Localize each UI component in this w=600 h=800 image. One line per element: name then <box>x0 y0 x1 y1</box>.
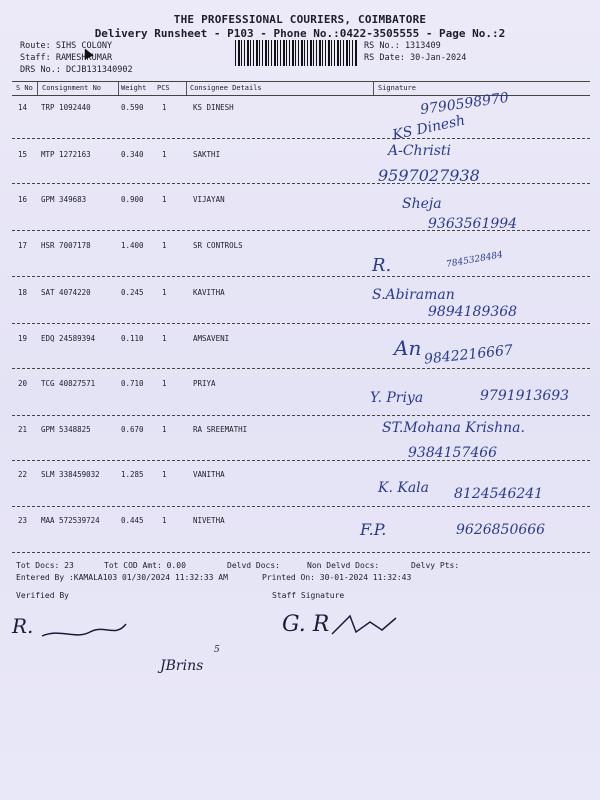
row-consignment: GPM 5348825 <box>41 425 91 434</box>
row-pcs: 1 <box>162 241 167 250</box>
stamp-mark: 5 <box>214 645 220 655</box>
entered-by: Entered By :KAMALA103 01/30/2024 11:32:33 AM <box>16 573 228 582</box>
row-separator <box>12 415 590 416</box>
row-weight: 0.445 <box>121 516 144 525</box>
row-phone: 9626850666 <box>456 522 546 538</box>
row-weight: 0.245 <box>121 288 144 297</box>
row-consignee: AMSAVENI <box>193 334 230 343</box>
row-signature: R. <box>372 255 392 276</box>
row-pcs: 1 <box>162 103 167 112</box>
row-weight: 1.400 <box>121 241 144 250</box>
row-consignment: GPM 349683 <box>41 195 87 204</box>
row-sno: 18 <box>18 288 28 297</box>
staff-signature: G. R <box>282 612 330 637</box>
row-weight: 0.340 <box>121 150 144 159</box>
row-signature: An <box>394 336 422 360</box>
row-sno: 17 <box>18 241 28 250</box>
row-separator <box>12 183 590 184</box>
row-separator <box>12 460 590 461</box>
row-signature: Sheja <box>402 196 442 212</box>
row-phone: 9842216667 <box>423 342 514 368</box>
delivery-points: Delvy Pts: <box>411 561 460 570</box>
row-consignment: MAA 572539724 <box>41 516 100 525</box>
row-weight: 1.285 <box>121 470 144 479</box>
row-consignment: SAT 4074220 <box>41 288 91 297</box>
row-consignee: SR CONTROLS <box>193 241 243 250</box>
row-separator <box>12 323 590 324</box>
col-divider <box>373 82 374 95</box>
row-consignee: RA SREEMATHI <box>193 425 248 434</box>
row-consignee: KS DINESH <box>193 103 234 112</box>
route-label: Route: SIHS COLONY <box>20 41 113 51</box>
rs-date: RS Date: 30-Jan-2024 <box>364 53 467 63</box>
col-header-sno: S No <box>16 84 33 92</box>
row-pcs: 1 <box>162 334 167 343</box>
row-signature: KS Dinesh <box>391 112 467 144</box>
row-signature: A-Christi <box>388 143 452 159</box>
row-consignee: VIJAYAN <box>193 195 225 204</box>
row-sno: 16 <box>18 195 28 204</box>
rs-number: RS No.: 1313409 <box>364 41 441 51</box>
staff-label: Staff: RAMESHKUMAR <box>20 53 113 63</box>
row-sno: 21 <box>18 425 28 434</box>
drs-label: DRS No.: DCJB131340902 <box>20 65 133 75</box>
total-docs: Tot Docs: 23 <box>16 561 74 570</box>
row-separator <box>12 506 590 507</box>
row-consignment: EDQ 24589394 <box>41 334 96 343</box>
row-pcs: 1 <box>162 470 167 479</box>
table-top-rule <box>12 81 590 82</box>
col-header-pcs: PCS <box>157 84 170 92</box>
staff-signature-stroke <box>330 612 410 642</box>
row-separator <box>12 138 590 139</box>
verified-signature-stroke <box>40 618 130 648</box>
row-pcs: 1 <box>162 195 167 204</box>
row-sno: 15 <box>18 150 28 159</box>
row-weight: 0.900 <box>121 195 144 204</box>
row-signature: S.Abiraman <box>372 287 455 303</box>
row-consignee: SAKTHI <box>193 150 221 159</box>
barcode <box>235 40 357 66</box>
staff-signature-label: Staff Signature <box>272 591 345 600</box>
non-delivered-docs: Non Delvd Docs: <box>307 561 380 570</box>
runsheet-subtitle: Delivery Runsheet - P103 - Phone No.:0422-3505555 - Page No.:2 <box>94 27 506 40</box>
row-phone: 7845328484 <box>445 250 504 270</box>
row-consignment: TRP 1092440 <box>41 103 91 112</box>
row-separator <box>12 368 590 369</box>
row-weight: 0.710 <box>121 379 144 388</box>
row-sno: 19 <box>18 334 28 343</box>
row-separator <box>12 552 590 553</box>
row-pcs: 1 <box>162 288 167 297</box>
row-signature: ST.Mohana Krishna. <box>382 420 525 436</box>
row-consignment: MTP 1272163 <box>41 150 91 159</box>
col-divider <box>186 82 187 95</box>
row-pcs: 1 <box>162 379 167 388</box>
row-consignee: PRIYA <box>193 379 216 388</box>
col-divider <box>37 82 38 95</box>
printed-on: Printed On: 30-01-2024 11:32:43 <box>262 573 412 582</box>
row-weight: 0.670 <box>121 425 144 434</box>
row-weight: 0.110 <box>121 334 144 343</box>
verified-by-label: Verified By <box>16 591 69 600</box>
col-header-weight: Weight <box>121 84 147 92</box>
col-header-consignment: Consignment No <box>42 84 102 92</box>
row-consignee: NIVETHA <box>193 516 225 525</box>
row-phone: 9894189368 <box>428 304 518 320</box>
col-header-consignee: Consignee Details <box>190 84 262 92</box>
row-sno: 22 <box>18 470 28 479</box>
row-phone: 9791913693 <box>480 388 570 404</box>
total-cod: Tot COD Amt: 0.00 <box>104 561 186 570</box>
row-sno: 23 <box>18 516 28 525</box>
row-pcs: 1 <box>162 150 167 159</box>
row-consignee: KAVITHA <box>193 288 225 297</box>
row-phone: 9384157466 <box>408 445 498 461</box>
row-phone: 9363561994 <box>428 216 518 232</box>
row-signature: K. Kala <box>378 480 429 496</box>
row-sno: 20 <box>18 379 28 388</box>
row-phone: 8124546241 <box>454 486 544 502</box>
row-weight: 0.590 <box>121 103 144 112</box>
row-consignment: SLM 338459032 <box>41 470 100 479</box>
col-header-signature: Signature <box>378 84 416 92</box>
verified-by-signature: R. <box>12 614 34 638</box>
row-separator <box>12 230 590 231</box>
row-consignee: VANITHA <box>193 470 225 479</box>
row-separator <box>12 276 590 277</box>
row-pcs: 1 <box>162 516 167 525</box>
row-phone: 9597027938 <box>378 166 480 185</box>
initials-signature: JBrins <box>160 658 204 674</box>
row-phone: 9790598970 <box>419 89 510 119</box>
delivered-docs: Delvd Docs: <box>227 561 280 570</box>
row-pcs: 1 <box>162 425 167 434</box>
row-consignment: HSR 7007178 <box>41 241 91 250</box>
company-title: THE PROFESSIONAL COURIERS, COIMBATORE <box>173 13 427 26</box>
row-sno: 14 <box>18 103 28 112</box>
row-signature: Y. Priya <box>370 390 424 406</box>
col-divider <box>118 82 119 95</box>
row-signature: F.P. <box>360 520 387 539</box>
row-consignment: TCG 40827571 <box>41 379 96 388</box>
